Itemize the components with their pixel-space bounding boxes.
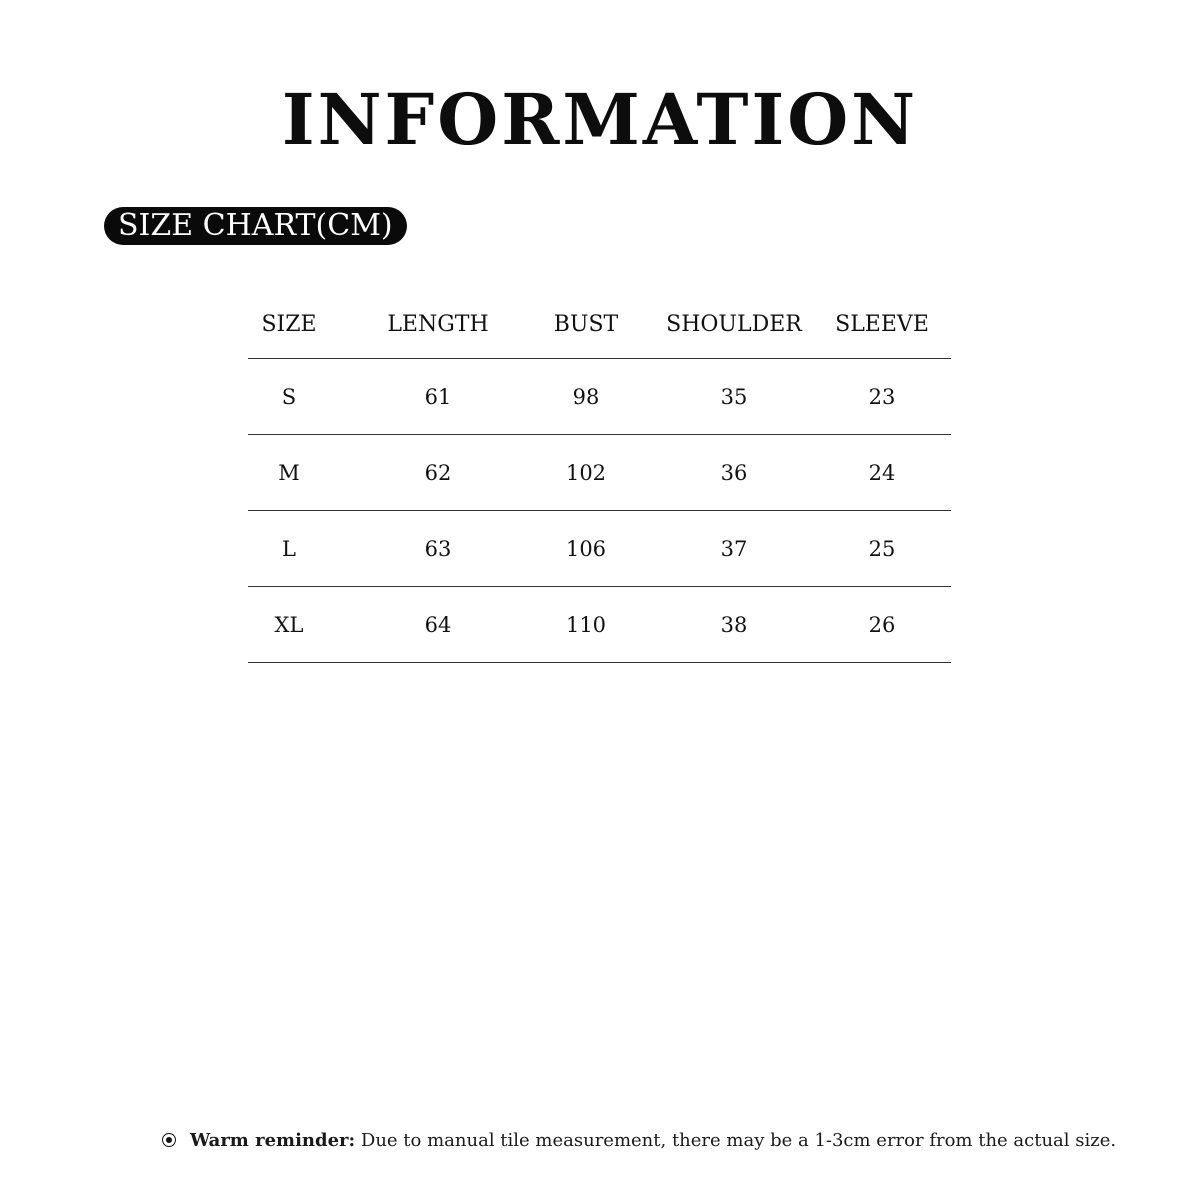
table-header-row <box>248 290 951 359</box>
header-length: LENGTH <box>387 311 489 337</box>
header-sleeve: SLEEVE <box>835 311 929 337</box>
table-row <box>248 587 951 663</box>
cell-shoulder: 36 <box>720 460 748 485</box>
cell-sleeve: 23 <box>868 384 896 409</box>
cell-sleeve: 26 <box>868 612 896 637</box>
cell-length: 61 <box>424 384 452 409</box>
page-title: INFORMATION <box>281 78 919 161</box>
cell-bust: 98 <box>572 384 600 409</box>
reminder-label: Warm reminder: <box>190 1130 356 1151</box>
cell-shoulder: 38 <box>720 612 748 637</box>
cell-shoulder: 35 <box>720 384 748 409</box>
cell-sleeve: 24 <box>868 460 896 485</box>
cell-size: XL <box>274 612 304 637</box>
cell-size: L <box>282 536 296 561</box>
cell-length: 62 <box>424 460 452 485</box>
cell-bust: 106 <box>565 536 607 561</box>
header-shoulder: SHOULDER <box>666 311 802 337</box>
reminder-text: Due to manual tile measurement, there may be a 1-3cm error from the actual size. <box>355 1130 1117 1151</box>
size-chart-table <box>248 290 951 663</box>
cell-shoulder: 37 <box>720 536 748 561</box>
cell-bust: 110 <box>565 612 607 637</box>
cell-length: 64 <box>424 612 452 637</box>
table-row <box>248 359 951 435</box>
table-row <box>248 511 951 587</box>
cell-length: 63 <box>424 536 452 561</box>
size-chart-badge: SIZE CHART(CM) <box>104 207 407 245</box>
warm-reminder <box>162 1128 1162 1154</box>
table-row <box>248 435 951 511</box>
cell-size: S <box>281 384 297 409</box>
header-size: SIZE <box>261 311 317 337</box>
cell-sleeve: 25 <box>868 536 896 561</box>
header-bust: BUST <box>553 311 619 337</box>
radio-bullet-icon <box>162 1133 176 1147</box>
cell-bust: 102 <box>565 460 607 485</box>
cell-size: M <box>278 460 300 485</box>
